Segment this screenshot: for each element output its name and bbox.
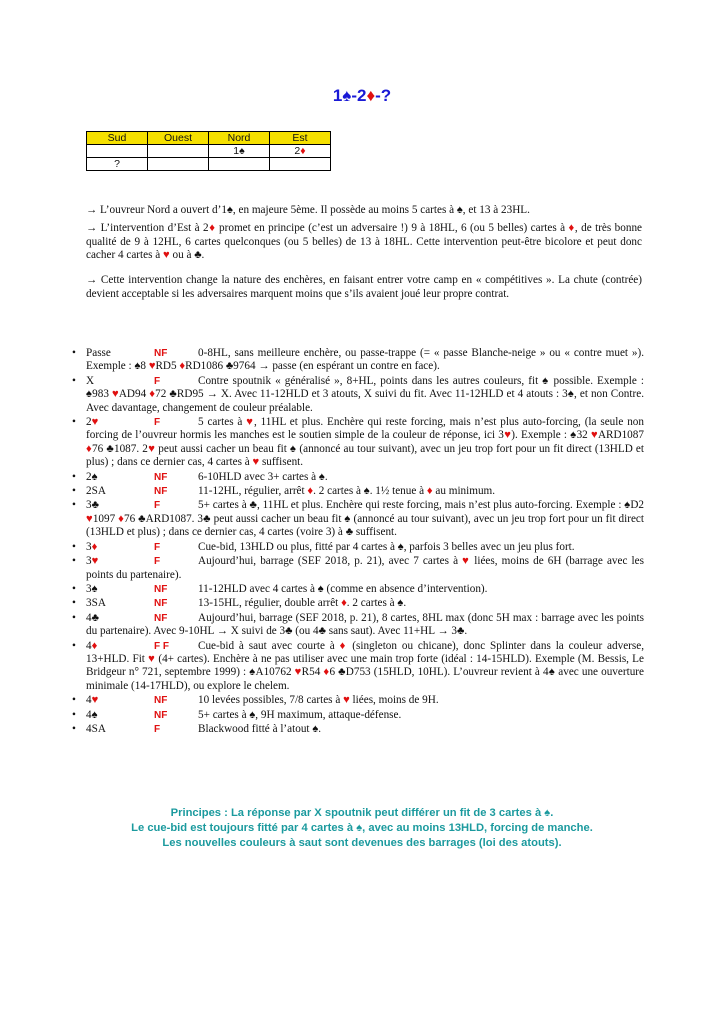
diamond-icon: ♦ [179, 360, 186, 373]
diamond-icon: ♦ [300, 145, 306, 157]
list-item: • 3♦ F Cue-bid, 13HLD ou plus, fitté par 4 cartes à ♠, parfois 3 belles avec un jeu plus fort. [72, 541, 644, 554]
heart-icon: ♥ [91, 694, 99, 707]
list-item: • Passe NF 0-8HL, sans meilleure enchère, ou passe-trappe (= « passe Blanche-neige » ou « contre muet »). Exemple : ♠8 ♥RD5 ♦RD1086 ♣9764 → passe (en espérant un contre en face). [72, 347, 644, 374]
heart-icon: ♥ [503, 429, 512, 442]
diamond-icon: ♦ [118, 512, 125, 525]
list-item: • 4♦ F F Cue-bid à saut avec courte à ♦ (singleton ou chicane), donc Splinter dans la couleur adverse, 13+HLD. Fit ♥ (4+ cartes). Enchère à ne pas utiliser avec une main trop forte (idéal : 14-15HLD). Exemple (M. Bessis, Le Bridgeur n° 721, septembre 1999) : ♠A10762 ♥R54 ♦6 ♣D753 (15HLD, 10HL). L’ouvreur revient à 4♠ avec une ouverture minimale (14-17HLD), ou explore le chelem. [72, 640, 644, 694]
heart-icon: ♥ [590, 429, 598, 442]
heart-icon: ♥ [91, 416, 99, 429]
heart-icon: ♥ [147, 442, 156, 455]
list-item: • X F Contre spoutnik « généralisé », 8+HL, points dans les autres couleurs, fit ♠ possible. Exemple : ♠983 ♥AD94 ♦72 ♣RD95 → X. Avec 11-12HLD et 3 atouts, X suivi du fit. Avec 11-12HLD et 4 atouts : 3♠, et non Contre. Avec davantage, changement de couleur préalable. [72, 375, 644, 415]
response-list [72, 347, 644, 737]
principle-line: Principes : La réponse par X spoutnik peut différer un fit de 3 cartes à ♠. [170, 807, 554, 819]
title-level-2: -2 [351, 86, 367, 105]
diamond-icon: ♦ [208, 222, 216, 234]
heart-icon: ♥ [86, 512, 93, 525]
list-item: • 2♥ F 5 cartes à ♥, 11HL et plus. Enchère qui reste forcing, mais n’est plus auto-forcing, (la seule non forcing de l’ouvreur hormis les manches est le soutien simple de la couleur de réponse, ici 3♥). Exemple : ♠32 ♥ARD1087 ♦76 ♣1087. 2♥ peut aussi cacher un beau fit ♠ (annoncé au tour suivant), avec un jeu trop fort pour un fit direct (13HLD et plus) ; dans ce dernier cas, 4 cartes à ♥ suffisent. [72, 416, 644, 470]
diamond-icon: ♦ [86, 442, 93, 455]
diamond-icon: ♦ [323, 666, 330, 679]
bid-cell [148, 158, 209, 171]
diamond-icon: ♦ [149, 388, 156, 401]
title-question: -? [375, 86, 392, 105]
diamond-icon: ♦ [568, 222, 575, 234]
diamond-icon: ♦ [91, 540, 98, 553]
heart-icon: ♥ [462, 555, 471, 568]
bid-cell: 2♦ [270, 145, 331, 158]
bid-cell [209, 158, 270, 171]
list-item: • 4SA F Blackwood fitté à l’atout ♠. [72, 723, 644, 736]
heart-icon: ♥ [294, 666, 302, 679]
diamond-icon: ♦ [307, 485, 314, 498]
bid-cell [270, 158, 331, 171]
heart-icon: ♥ [91, 555, 99, 568]
intro-opener: → L’ouvreur Nord a ouvert d’1♠, en majeure 5ème. Il possède au moins 5 cartes à ♠, et 13 à 23HL. [86, 204, 530, 216]
bid-cell [148, 145, 209, 158]
bid-cell: ? [87, 158, 148, 171]
heart-icon: ♥ [111, 388, 119, 401]
list-item: • 2♠ NF 6-10HLD avec 3+ cartes à ♠. [72, 471, 644, 484]
diamond-icon: ♦ [426, 485, 433, 498]
principle-line: Le cue-bid est toujours fitté par 4 cartes à ♠, avec au moins 13HLD, forcing de manche. [131, 822, 593, 834]
diamond-icon: ♦ [339, 639, 348, 652]
bidding-table [86, 131, 331, 171]
principle-line: Les nouvelles couleurs à saut sont devenues des barrages (loi des atouts). [162, 837, 562, 849]
title-level: 1 [332, 86, 343, 105]
heart-icon: ♥ [252, 456, 260, 469]
principles-box [60, 806, 664, 851]
heart-icon: ♥ [163, 249, 170, 262]
list-item: • 3♥ F Aujourd’hui, barrage (SEF 2018, p. 21), avec 7 cartes à ♥ liées, moins de 6H (barrage avec les points du partenaire). [72, 555, 644, 582]
diamond-icon: ♦ [366, 86, 376, 105]
list-item: • 4♠ NF 5+ cartes à ♠, 9H maximum, attaque-défense. [72, 709, 644, 722]
heart-icon: ♥ [343, 694, 350, 707]
list-item: • 3♣ F 5+ cartes à ♣, 11HL et plus. Enchère qui reste forcing, mais n’est plus auto-forcing. Exemple : ♠D2 ♥1097 ♦76 ♣ARD1087. 3♣ peut aussi cacher un beau fit ♠ (annoncé au tour suivant), avec un jeu trop fort pour un fit direct (13HLD et plus) ; dans ce dernier cas, 4 cartes (voire 3) à ♣ suffisent. [72, 499, 644, 539]
list-item: • 4♣ NF Aujourd’hui, barrage (SEF 2018, p. 21), 8 cartes, 8HL max (donc 5H max : barrage avec les points du partenaire). Avec 9-10HL → X suivi de 3♣ (ou 4♣ sans saut). Avec 11+HL → 3♣. [72, 612, 644, 639]
bid-cell [87, 145, 148, 158]
list-item: • 2SA NF 11-12HL, régulier, arrêt ♦. 2 cartes à ♠. 1½ tenue à ♦ au minimum. [72, 485, 644, 498]
header-sud: Sud [87, 132, 148, 145]
header-ouest: Ouest [148, 132, 209, 145]
list-item: • 3SA NF 13-15HL, régulier, double arrêt ♦. 2 cartes à ♠. [72, 597, 644, 610]
list-item: • 4♥ NF 10 levées possibles, 7/8 cartes à ♥ liées, moins de 9H. [72, 694, 644, 707]
heart-icon: ♥ [148, 652, 156, 665]
bidding-header-row [87, 132, 331, 145]
bidding-row [87, 145, 331, 158]
intro-intervention: → L’intervention d’Est à 2♦ promet en principe (c’est un adversaire !) 9 à 18HL, 6 (ou 5 belles) cartes à ♦, de très bonne qualité de 9 à 12HL, 6 cartes quelconques (ou 5 belles) de 13 à 18HL. Cette intervention peut-être bicolore et peut donc cacher 4 cartes à ♥ ou à ♣. [86, 222, 643, 262]
page-title [0, 86, 724, 106]
header-est: Est [270, 132, 331, 145]
heart-icon: ♥ [246, 416, 254, 429]
heart-icon: ♥ [148, 360, 156, 373]
intro-competitive: → Cette intervention change la nature des enchères, en faisant entrer votre camp en « compétitives ». La chute (contrée) devient acceptable si les adversaires marquent moins que s’ils avaient joué leur propre contrat. [86, 274, 642, 300]
spade-icon: ♠ [342, 86, 352, 105]
list-item: • 3♠ NF 11-12HLD avec 4 cartes à ♠ (comme en absence d’intervention). [72, 583, 644, 596]
bidding-row [87, 158, 331, 171]
diamond-icon: ♦ [91, 639, 98, 652]
diamond-icon: ♦ [341, 597, 347, 610]
header-nord: Nord [209, 132, 270, 145]
bid-cell: 1♠ [209, 145, 270, 158]
